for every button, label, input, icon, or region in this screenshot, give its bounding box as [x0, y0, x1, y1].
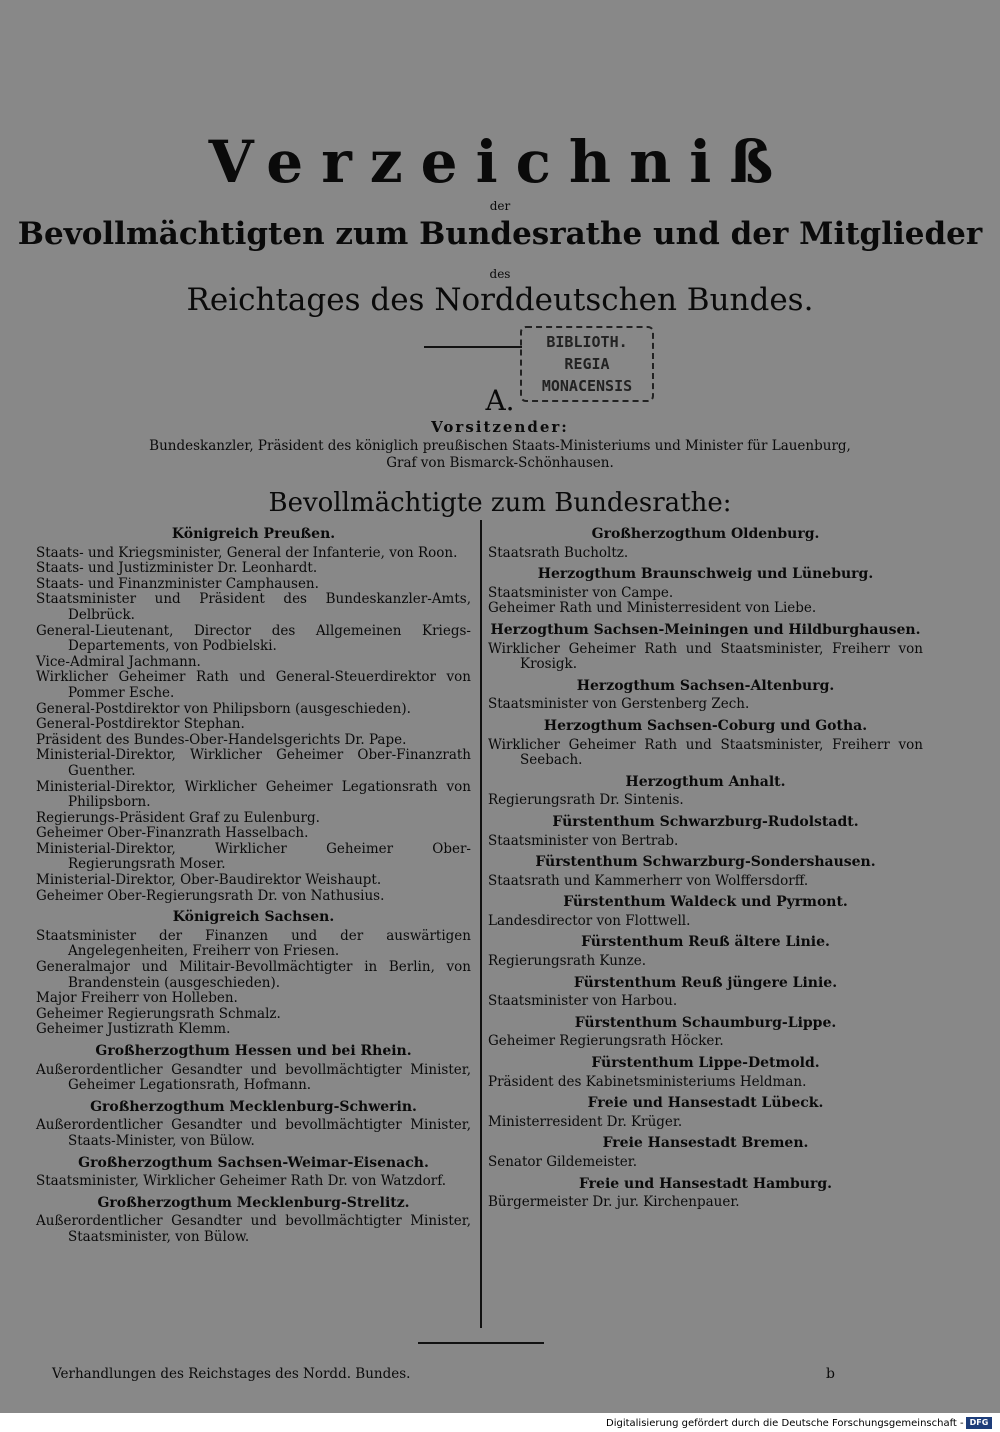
delegate-entry: General-Postdirektor Stephan. — [36, 716, 245, 733]
delegate-entry: Staatsrath Bucholtz. — [488, 544, 629, 561]
state-heading: Großherzogthum Sachsen-Weimar-Eisenach. — [78, 1154, 429, 1171]
delegate-entry: Wirklicher Geheimer Rath und Staatsminister, Freiherr von Krosigk. — [488, 640, 923, 673]
title-connector-des: des — [489, 267, 511, 281]
delegate-entry: Wirklicher Geheimer Rath und General-Steuerdirektor von Pommer Esche. — [36, 669, 471, 701]
left-column — [36, 527, 471, 1246]
delegate-entry: Staatsrath und Kammerherr von Wolffersdorff. — [488, 872, 809, 889]
stamp-line: MONACENSIS — [541, 377, 633, 395]
delegate-entry: Staatsminister von Bertrab. — [488, 832, 679, 849]
state-heading: Herzogthum Sachsen-Meiningen und Hildburghausen. — [490, 621, 921, 638]
state-heading: Fürstenthum Reuß ältere Linie. — [581, 934, 830, 951]
delegate-entry: Ministerresident Dr. Krüger. — [488, 1113, 683, 1130]
title-connector-der: der — [489, 199, 511, 213]
state-heading: Fürstenthum Schaumburg-Lippe. — [574, 1014, 837, 1031]
delegate-entry: Regierungsrath Kunze. — [488, 953, 646, 970]
right-column — [488, 527, 923, 1211]
delegate-entry: Staats- und Justizminister Dr. Leonhardt. — [36, 560, 318, 577]
delegate-entry: Geheimer Ober-Regierungsrath Dr. von Nathusius. — [36, 887, 385, 904]
delegate-entry: Geheimer Rath und Ministerresident von Liebe. — [488, 600, 817, 617]
state-heading: Herzogthum Braunschweig und Lüneburg. — [537, 566, 874, 583]
state-heading: Großherzogthum Oldenburg. — [591, 526, 820, 542]
delegate-entry: General-Postdirektor von Philipsborn (ausgeschieden). — [36, 700, 411, 717]
chairman-line: Bundeskanzler, Präsident des königlich preußischen Staats-Ministeriums und Minister für Lauenburg, — [149, 438, 851, 454]
delegate-entry: Präsident des Kabinetsministeriums Heldman. — [488, 1073, 807, 1090]
state-heading: Fürstenthum Schwarzburg-Sondershausen. — [535, 854, 876, 871]
delegate-entry: Staatsminister, Wirklicher Geheimer Rath Dr. von Watzdorf. — [36, 1173, 447, 1190]
delegate-entry: General-Lieutenant, Director des Allgemeinen Kriegs-Departements, von Podbielski. — [36, 622, 471, 655]
chairman-label: Vorsitzender: — [431, 418, 569, 436]
section-letter: A. — [485, 384, 515, 417]
delegate-entry: Bürgermeister Dr. jur. Kirchenpauer. — [488, 1194, 740, 1211]
delegate-entry: Geheimer Ober-Finanzrath Hasselbach. — [36, 825, 309, 842]
delegate-entry: Präsident des Bundes-Ober-Handelsgerichts Dr. Pape. — [36, 731, 407, 748]
state-heading: Fürstenthum Lippe-Detmold. — [591, 1055, 820, 1072]
stamp-line: REGIA — [564, 355, 610, 373]
delegate-entry: Staatsminister von Harbou. — [488, 993, 678, 1010]
delegate-entry: Ministerial-Direktor, Ober-Baudirektor Weishaupt. — [36, 872, 382, 889]
state-heading: Königreich Preußen. — [171, 526, 336, 542]
delegate-entry: Ministerial-Direktor, Wirklicher Geheimer Legationsrath von Philipsborn. — [36, 778, 471, 811]
footer-text: Verhandlungen des Reichstages des Nordd. Bundes. — [52, 1366, 411, 1382]
delegate-entry: Senator Gildemeister. — [488, 1154, 638, 1170]
delegate-entry: Geheimer Regierungsrath Höcker. — [488, 1033, 724, 1050]
chairman-description — [0, 438, 1000, 472]
delegate-entry: Geheimer Regierungsrath Schmalz. — [36, 1005, 281, 1022]
state-heading: Fürstenthum Schwarzburg-Rudolstadt. — [552, 813, 859, 830]
delegate-entry: Staats- und Kriegsminister, General der Infanterie, von Roon. — [36, 544, 458, 561]
delegate-entry: Generalmajor und Militair-Bevollmächtigter in Berlin, von Brandenstein (ausgeschieden). — [36, 959, 471, 991]
title-divider — [424, 346, 522, 348]
bottom-divider — [418, 1342, 544, 1344]
state-heading: Freie und Hansestadt Hamburg. — [578, 1175, 833, 1192]
state-heading: Fürstenthum Waldeck und Pyrmont. — [563, 894, 848, 911]
delegate-entry: Wirklicher Geheimer Rath und Staatsminister, Freiherr von Seebach. — [488, 736, 923, 769]
section-heading: Bevollmächtigte zum Bundesrathe: — [268, 488, 732, 518]
delegate-entry: Außerordentlicher Gesandter und bevollmächtigter Minister, Staatsminister, von Bülow. — [36, 1213, 471, 1245]
delegate-entry: Staatsminister und Präsident des Bundeskanzler-Amts, Delbrück. — [36, 591, 471, 623]
stamp-line: BIBLIOTH. — [546, 333, 628, 351]
chairman-line: Graf von Bismarck-Schönhausen. — [386, 455, 614, 471]
document-subtitle-1: Bevollmächtigten zum Bundesrathe und der Mitglieder — [17, 216, 983, 252]
state-heading: Großherzogthum Mecklenburg-Strelitz. — [97, 1194, 410, 1211]
state-heading: Freie Hansestadt Bremen. — [602, 1135, 809, 1152]
dfg-credit: Digitalisierung gefördert durch die Deutsche Forschungsgemeinschaft - — [606, 1418, 964, 1429]
delegate-entry: Staatsminister der Finanzen und der auswärtigen Angelegenheiten, Freiherr von Friesen. — [36, 927, 471, 960]
state-heading: Königreich Sachsen. — [172, 909, 335, 926]
delegate-entry: Vice-Admiral Jachmann. — [36, 653, 201, 670]
delegate-entry: Außerordentlicher Gesandter und bevollmächtigter Minister, Geheimer Legationsrath, Hofmann. — [36, 1061, 471, 1094]
state-heading: Herzogthum Anhalt. — [625, 773, 786, 790]
delegate-entry: Ministerial-Direktor, Wirklicher Geheimer Ober-Finanzrath Guenther. — [36, 747, 471, 779]
document-title: Verzeichniß — [208, 128, 792, 196]
delegate-entry: Regierungsrath Dr. Sintenis. — [488, 792, 684, 809]
delegate-entry: Landesdirector von Flottwell. — [488, 912, 691, 929]
delegate-entry: Geheimer Justizrath Klemm. — [36, 1021, 231, 1038]
delegate-entry: Staats- und Finanzminister Camphausen. — [36, 575, 319, 592]
document-subtitle-2: Reichtages des Norddeutschen Bundes. — [186, 282, 814, 318]
state-heading: Herzogthum Sachsen-Altenburg. — [576, 677, 835, 694]
delegate-entry: Major Freiherr von Holleben. — [36, 990, 238, 1007]
dfg-logo-icon: DFG — [966, 1417, 992, 1429]
delegate-entry: Ministerial-Direktor, Wirklicher Geheimer Ober-Regierungsrath Moser. — [36, 840, 471, 873]
state-heading: Fürstenthum Reuß jüngere Linie. — [573, 974, 838, 991]
state-heading: Herzogthum Sachsen-Coburg und Gotha. — [543, 717, 868, 734]
signature-mark: b — [826, 1366, 835, 1382]
delegate-entry: Außerordentlicher Gesandter und bevollmächtigter Minister, Staats-Minister, von Bülow. — [36, 1117, 471, 1149]
delegate-entry: Staatsminister von Campe. — [488, 584, 674, 601]
state-heading: Großherzogthum Mecklenburg-Schwerin. — [90, 1098, 417, 1115]
delegate-entry: Staatsminister von Gerstenberg Zech. — [488, 696, 750, 713]
column-divider — [480, 520, 482, 1328]
state-heading: Freie und Hansestadt Lübeck. — [587, 1095, 824, 1112]
delegate-entry: Regierungs-Präsident Graf zu Eulenburg. — [36, 809, 320, 826]
state-heading: Großherzogthum Hessen und bei Rhein. — [95, 1043, 412, 1059]
